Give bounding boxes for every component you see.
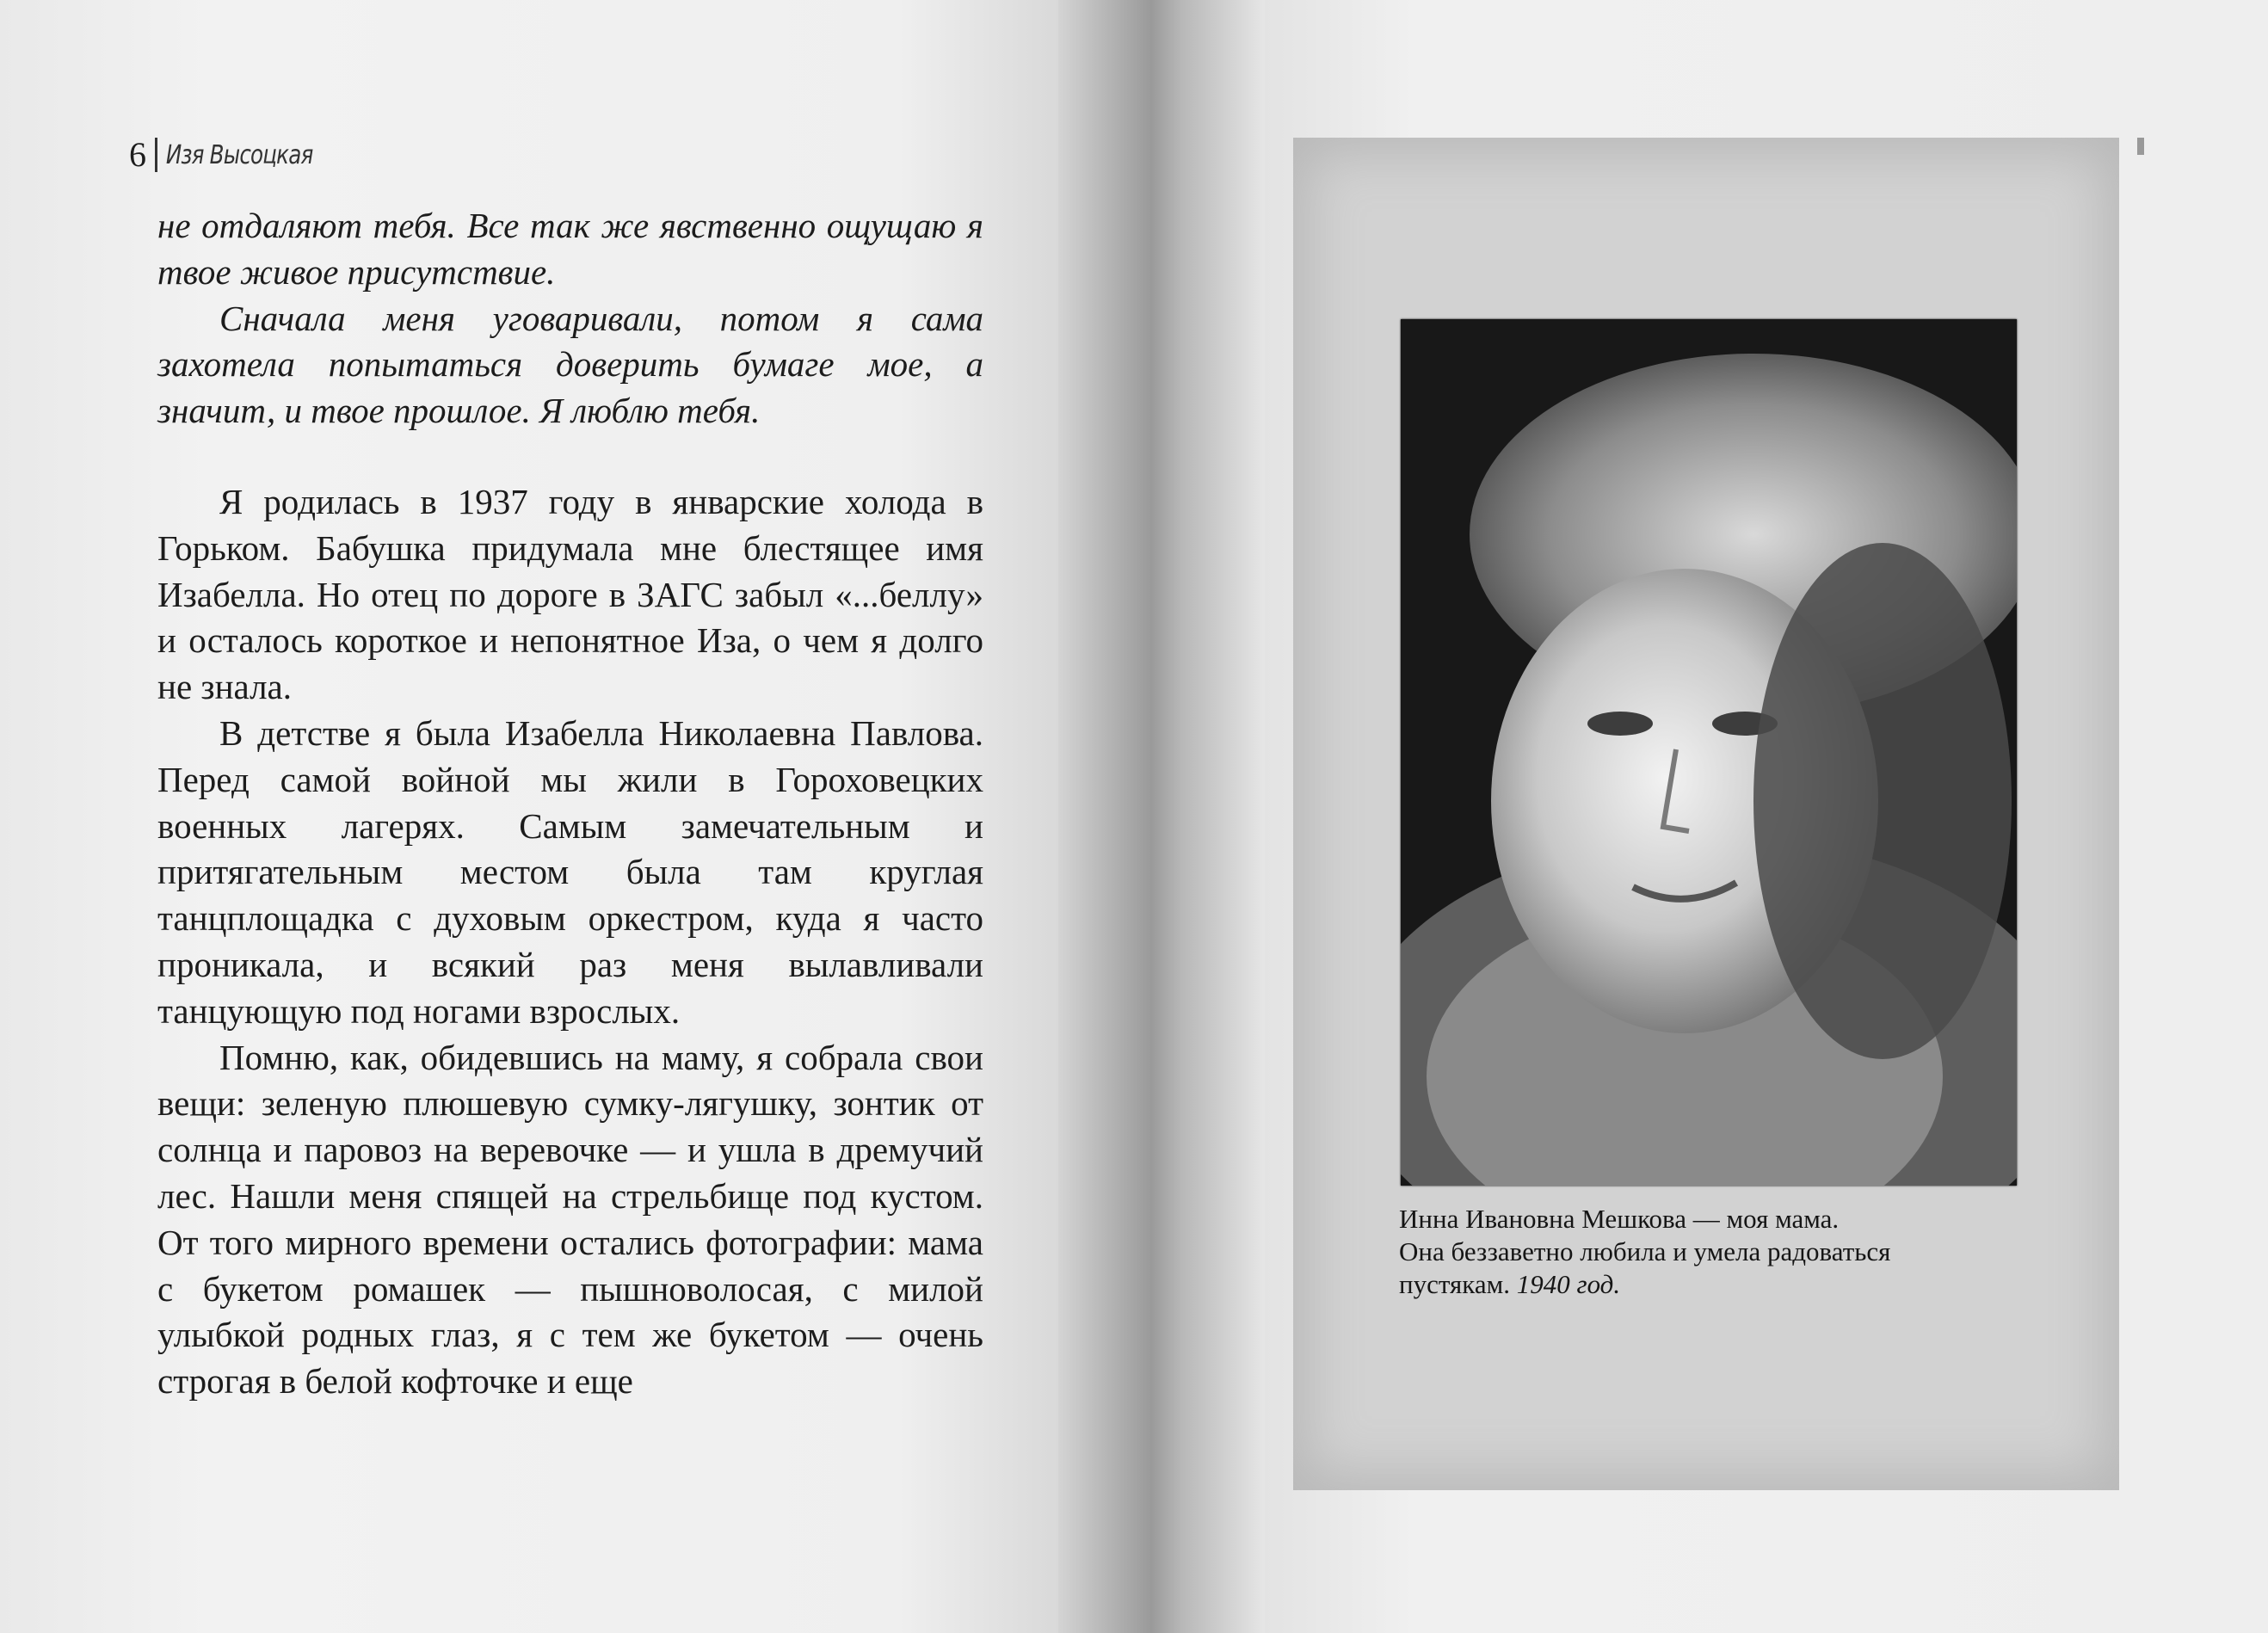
main-text [157, 479, 983, 1405]
caption-line: Инна Ивановна Мешкова — моя мама. [1399, 1204, 1840, 1234]
page-edge-mark [2137, 138, 2144, 155]
photo-caption [1399, 1203, 2036, 1301]
paragraph: Помню, как, обидевшись на маму, я собрала свои вещи: зеленую плюшевую сумку-лягушку, зонтик от солнца и паровоз на веревочке — и ушла в дремучий лес. Нашли меня спящей на стрельбище под кустом. От того мирного времени остались фотографии: мама с букетом ромашек — пышноволосая, с милой улыбкой родных глаз, я с тем же букетом — очень строгая в белой кофточке и еще [157, 1037, 983, 1402]
running-head [129, 129, 347, 181]
caption-year: 1940 год. [1516, 1269, 1621, 1299]
caption-line: Она беззаветно любила и умела радоваться [1399, 1236, 1891, 1266]
portrait-photo [1401, 319, 2017, 1186]
running-head-author: Изя Высоцкая [165, 139, 313, 170]
paragraph: В детстве я была Изабелла Николаевна Павлова. Перед самой войной мы жили в Гороховецких военных лагерях. Самым замечательным и притягательным местом была там круглая танцплощадка с духовым оркестром, куда я часто проникала, и всякий раз меня вылавливали танцующую под ногами взрослых. [157, 712, 983, 1031]
book-gutter [1058, 0, 1265, 1633]
caption-line-last [1399, 1268, 2036, 1301]
italic-paragraph: Сначала меня уговаривали, потом я сама захотела попытаться доверить бумаге мое, а значит, и твое прошлое. Я люблю тебя. [157, 298, 983, 431]
paragraph: Я родилась в 1937 году в январские холода в Горьком. Бабушка придумала мне блестящее имя Изабелла. Но отец по дороге в ЗАГС забыл «...беллу» и осталось короткое и непонятное Иза, о чем я долго не знала. [157, 482, 983, 707]
italic-intro [157, 203, 983, 434]
italic-paragraph: не отдаляют тебя. Все так же явственно ощущаю я твое живое присутствие. [157, 206, 983, 292]
page-number: 6 [129, 138, 157, 172]
portrait-illustration [1401, 319, 2017, 1186]
caption-text: пустякам. [1399, 1269, 1510, 1299]
